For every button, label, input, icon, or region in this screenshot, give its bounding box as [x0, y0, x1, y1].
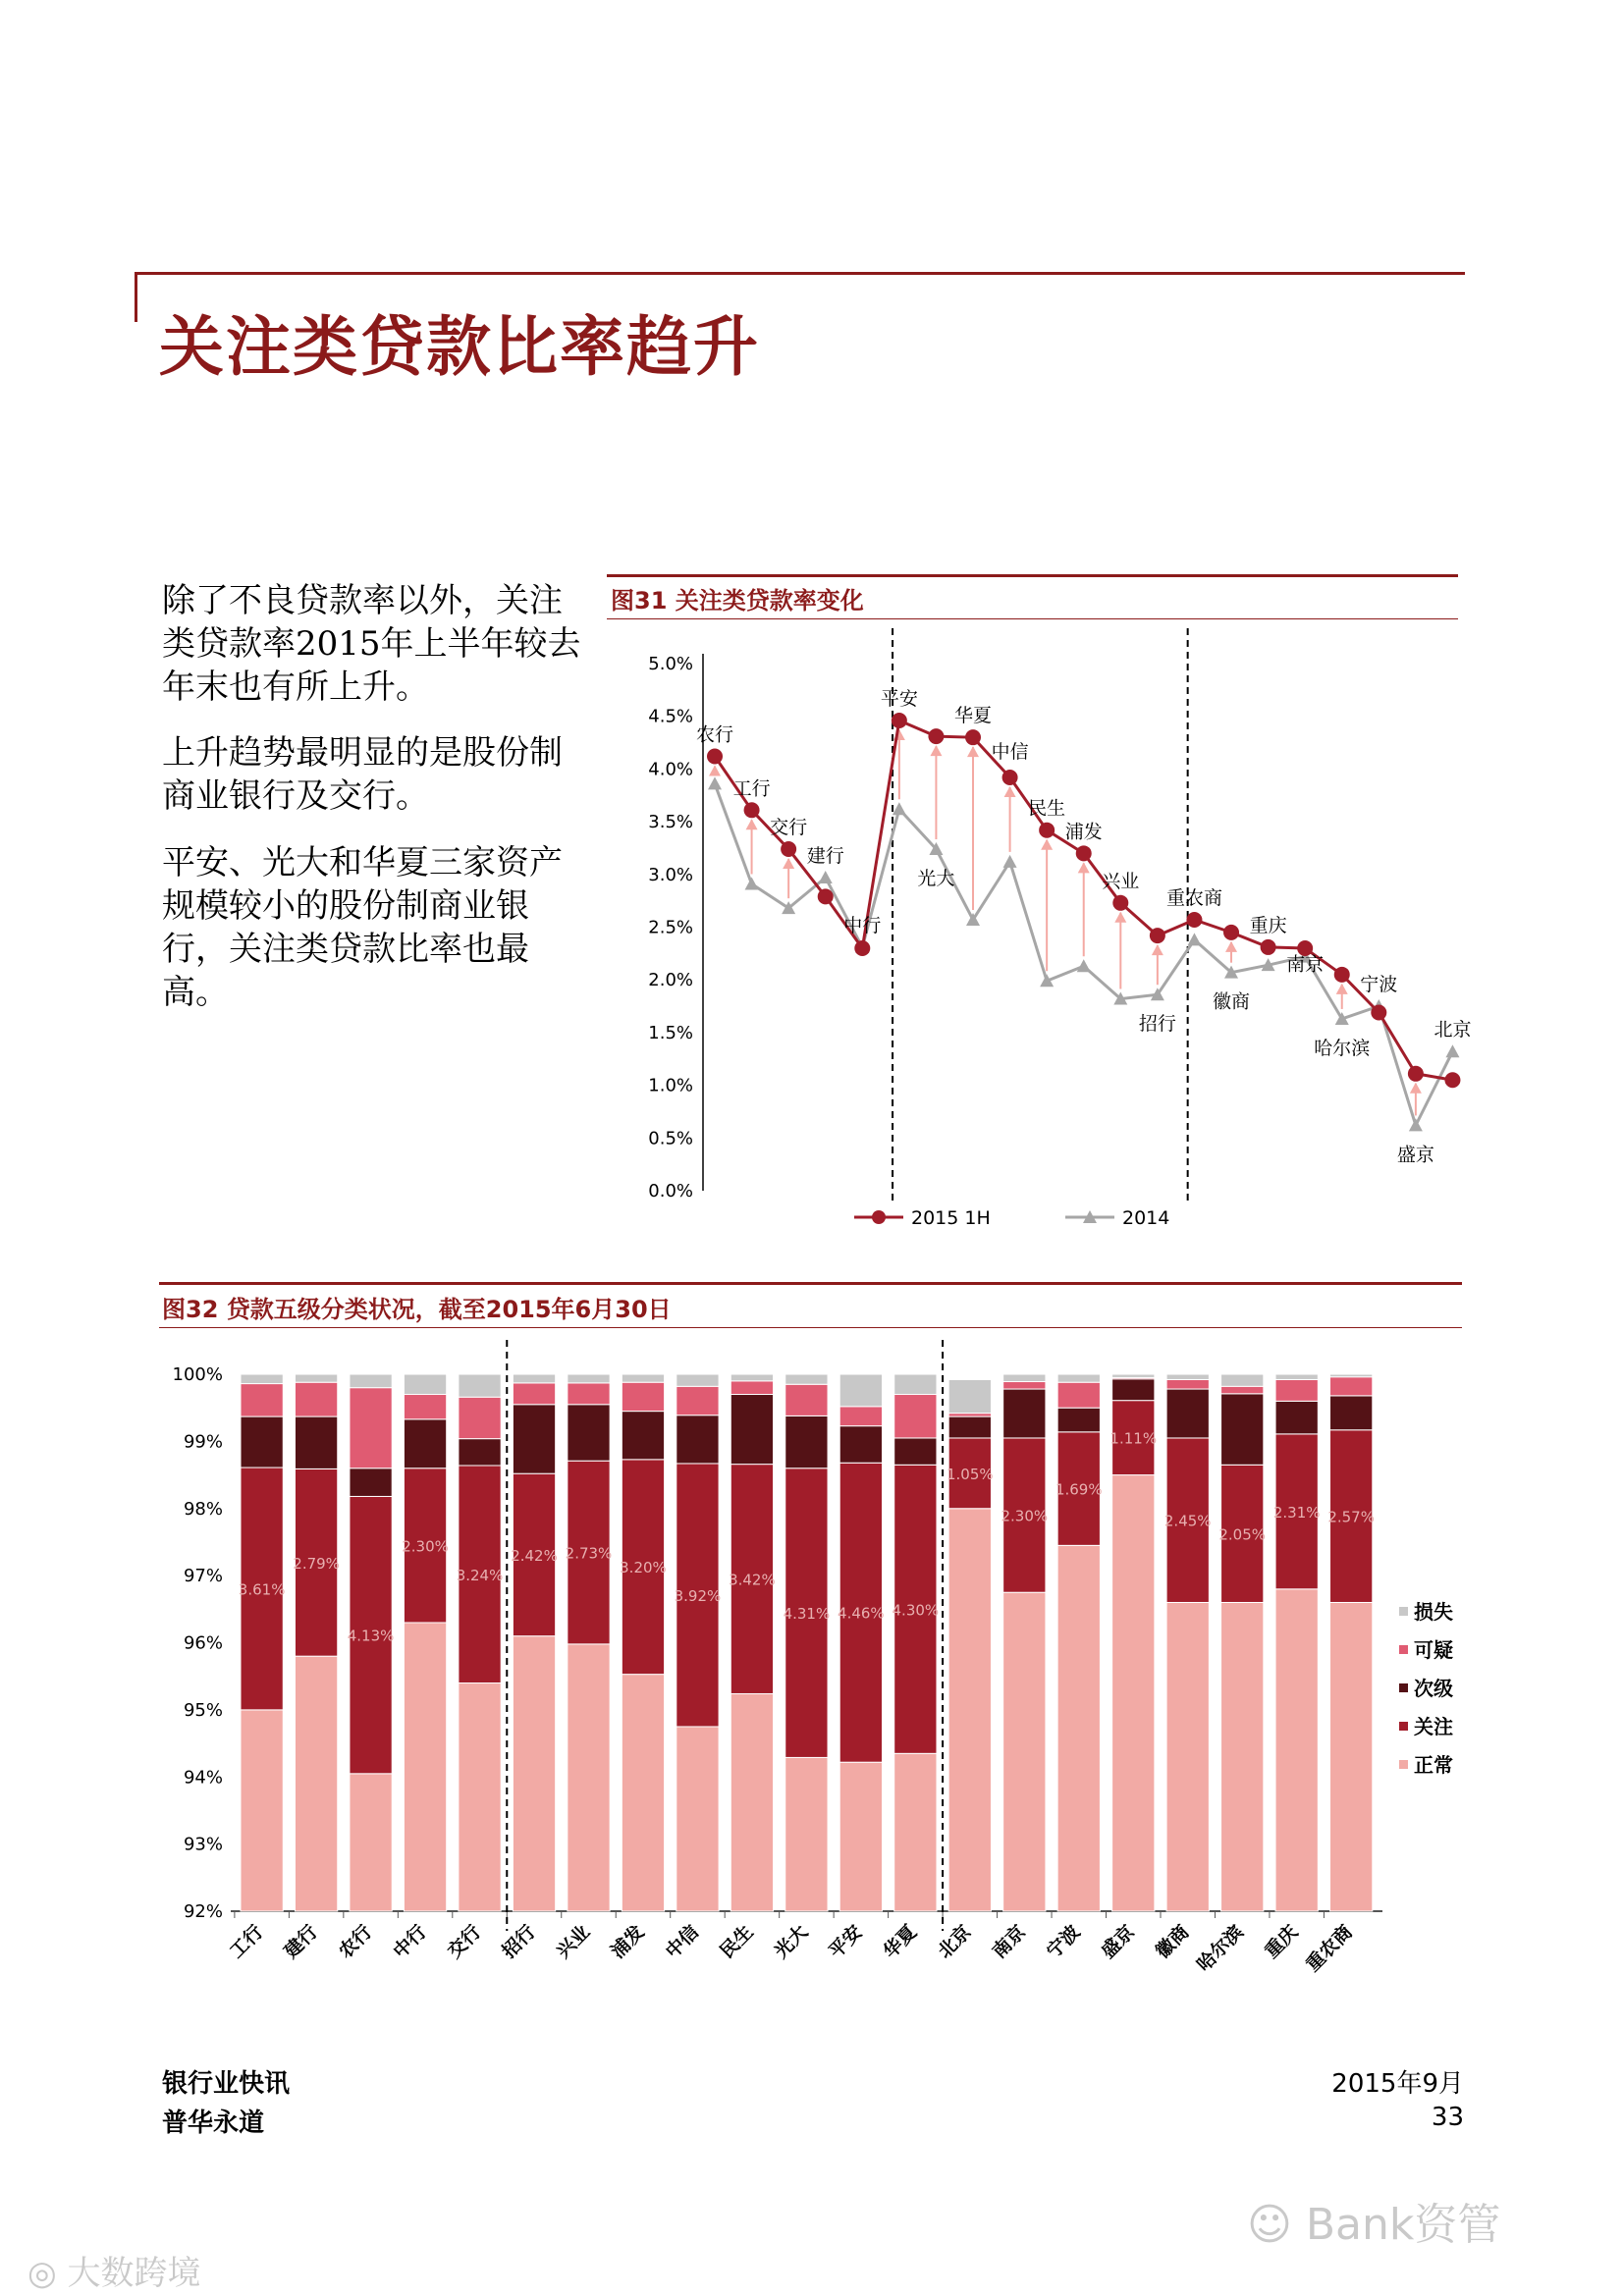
data-label: 2.57% [1327, 1508, 1375, 1526]
bar-segment-可疑 [295, 1382, 337, 1416]
category-label: 中信 [661, 1920, 704, 1963]
change-arrowhead [1004, 786, 1016, 797]
change-arrowhead [1152, 944, 1163, 955]
series-2015-point [1039, 823, 1055, 838]
bar-segment-正常 [1112, 1475, 1155, 1911]
legend-label-关注: 关注 [1414, 1715, 1453, 1738]
y-tick-label: 0.5% [648, 1128, 693, 1149]
legend-label-可疑: 可疑 [1414, 1638, 1453, 1662]
bar-segment-正常 [241, 1710, 283, 1911]
series-2014-point [1409, 1118, 1423, 1131]
series-2014-point [819, 871, 833, 883]
fig31-top-rule [607, 574, 1458, 577]
category-label: 重农商 [1301, 1920, 1357, 1976]
footer-date: 2015年9月 [1331, 2069, 1464, 2099]
data-label: 3.24% [456, 1566, 504, 1584]
bar-segment-损失 [1003, 1374, 1046, 1382]
category-label: 农行 [695, 723, 734, 746]
bar-segment-正常 [1330, 1602, 1373, 1911]
data-label: 4.30% [892, 1601, 940, 1620]
bar-segment-正常 [513, 1636, 555, 1911]
bar-segment-正常 [730, 1693, 773, 1911]
bar-segment-可疑 [676, 1386, 719, 1415]
series-2015-point [781, 841, 796, 857]
bar-segment-可疑 [568, 1383, 610, 1405]
bar-segment-损失 [1112, 1374, 1155, 1377]
bar-segment-次级 [894, 1438, 937, 1465]
category-label: 南京 [988, 1920, 1031, 1963]
legend-marker-次级 [1399, 1683, 1408, 1692]
bar-segment-次级 [948, 1416, 991, 1438]
watermark-right [1247, 2189, 1500, 2252]
category-label: 哈尔滨 [1314, 1037, 1371, 1059]
data-label: 2.42% [511, 1546, 558, 1565]
legend-marker-正常 [1399, 1760, 1408, 1769]
legend-2014-label: 2014 [1122, 1207, 1170, 1229]
bar-segment-次级 [1003, 1389, 1046, 1438]
data-label: 2.30% [1001, 1507, 1049, 1525]
bar-segment-可疑 [1057, 1382, 1100, 1408]
legend-2015-label: 2015 1H [911, 1207, 991, 1229]
legend-label-损失: 损失 [1414, 1600, 1453, 1624]
page-title: 关注类贷款比率趋升 [159, 309, 760, 385]
bar-segment-次级 [1166, 1389, 1209, 1438]
data-label: 2.30% [402, 1537, 449, 1556]
series-2015-point [744, 802, 760, 818]
series-2015-point [1444, 1072, 1460, 1088]
data-label: 1.11% [1109, 1429, 1158, 1448]
bar-segment-损失 [1330, 1374, 1373, 1377]
y-tick-label: 94% [183, 1767, 223, 1789]
fig32-bottom-rule [159, 1327, 1462, 1328]
bar-segment-次级 [295, 1416, 337, 1468]
category-label: 华夏 [879, 1920, 922, 1963]
y-tick-label: 2.0% [648, 970, 693, 991]
y-tick-label: 98% [183, 1498, 223, 1520]
bar-segment-可疑 [948, 1414, 991, 1416]
category-label: 华夏 [954, 705, 993, 727]
series-2015-point [1408, 1066, 1424, 1082]
data-label: 2.45% [1163, 1512, 1212, 1530]
category-label: 工行 [732, 777, 771, 800]
y-tick-label: 4.0% [648, 759, 693, 780]
bar-segment-正常 [1003, 1592, 1046, 1911]
bar-segment-损失 [1221, 1374, 1264, 1386]
y-tick-label: 92% [183, 1901, 223, 1922]
bar-segment-损失 [1275, 1374, 1318, 1379]
fig31-title: 图31 关注类贷款率变化 [611, 587, 864, 614]
bar-segment-次级 [241, 1416, 283, 1468]
y-tick-label: 1.0% [648, 1075, 693, 1096]
y-tick-label: 99% [183, 1431, 223, 1453]
series-2015-point [707, 749, 723, 765]
data-label: 4.46% [838, 1604, 885, 1623]
bar-segment-可疑 [350, 1388, 392, 1468]
bar-segment-损失 [295, 1374, 337, 1382]
category-label: 南京 [1286, 953, 1325, 976]
change-arrowhead [783, 858, 794, 869]
data-label: 4.31% [783, 1605, 831, 1624]
bar-segment-损失 [730, 1374, 773, 1381]
change-arrowhead [967, 746, 979, 757]
bar-segment-可疑 [1275, 1379, 1318, 1401]
series-2015-point [818, 888, 834, 904]
category-label: 盛京 [1097, 1920, 1139, 1963]
series-2015-point [1186, 912, 1202, 928]
bar-segment-损失 [568, 1374, 610, 1383]
series-2015-point [1371, 1004, 1386, 1020]
y-tick-label: 1.5% [648, 1022, 693, 1043]
category-label: 民生 [716, 1920, 758, 1963]
y-tick-label: 0.0% [648, 1181, 693, 1201]
category-label: 北京 [1434, 1019, 1472, 1041]
bar-segment-正常 [785, 1757, 828, 1911]
category-label: 中行 [843, 914, 882, 936]
bar-segment-损失 [459, 1374, 501, 1397]
bar-segment-次级 [622, 1412, 664, 1460]
category-label: 徽商 [1213, 990, 1251, 1013]
category-label: 工行 [225, 1920, 268, 1963]
bar-segment-正常 [295, 1656, 337, 1911]
category-label: 兴业 [1102, 870, 1140, 892]
watermark-right-text: Bank资管 [1305, 2200, 1501, 2250]
category-label: 平安 [825, 1920, 867, 1963]
bar-segment-次级 [1112, 1379, 1155, 1401]
data-label: 3.61% [238, 1580, 286, 1599]
category-label: 浦发 [607, 1920, 649, 1963]
bar-segment-可疑 [404, 1395, 446, 1419]
fig31-line-chart [589, 628, 1473, 1237]
change-arrowhead [1114, 912, 1126, 923]
bar-segment-正常 [948, 1509, 991, 1911]
category-label: 建行 [806, 845, 844, 868]
category-label: 盛京 [1396, 1144, 1434, 1166]
category-label: 宁波 [1043, 1920, 1085, 1963]
bar-segment-次级 [404, 1419, 446, 1468]
series-2014-point [1003, 855, 1017, 868]
y-tick-label: 2.5% [648, 917, 693, 938]
y-tick-label: 3.0% [648, 864, 693, 885]
paragraph-3: 平安、光大和华夏三家资产规模较小的股份制商业银行，关注类贷款比率也最高。 [162, 843, 563, 1012]
wechat-icon: ☺ [1247, 2200, 1292, 2250]
bar-segment-可疑 [785, 1384, 828, 1415]
series-2015-point [892, 713, 907, 728]
category-label: 民生 [1028, 797, 1066, 820]
bar-segment-次级 [1330, 1396, 1373, 1430]
y-tick-label: 97% [183, 1566, 223, 1587]
series-2015-point [928, 728, 944, 744]
category-label: 徽商 [1151, 1920, 1194, 1963]
series-2014-point [1187, 933, 1201, 945]
bar-segment-正常 [1221, 1602, 1264, 1911]
data-label: 2.73% [565, 1544, 613, 1563]
category-label: 建行 [280, 1920, 322, 1963]
fig31-bottom-rule [607, 618, 1458, 619]
legend-2015-marker [872, 1210, 886, 1224]
series-2014-point [708, 776, 722, 789]
category-label: 交行 [443, 1920, 486, 1963]
bar-segment-正常 [1275, 1589, 1318, 1911]
bar-segment-正常 [894, 1753, 937, 1911]
category-label: 光大 [917, 868, 955, 890]
bar-segment-次级 [785, 1415, 828, 1468]
category-label: 浦发 [1064, 821, 1103, 843]
bar-segment-次级 [730, 1395, 773, 1465]
bar-segment-可疑 [1003, 1382, 1046, 1390]
change-arrowhead [1225, 941, 1237, 952]
bar-segment-正常 [622, 1675, 664, 1911]
change-arrowhead [1041, 839, 1053, 850]
bar-segment-可疑 [459, 1397, 501, 1438]
data-label: 3.20% [620, 1559, 667, 1577]
category-label: 重庆 [1260, 1920, 1303, 1963]
series-2014-point [1077, 959, 1091, 972]
paragraph-1: 除了不良贷款率以外，关注类贷款率2015年上半年较去年末也有所上升。 [162, 581, 581, 707]
watermark-left-text: 大数跨境 [67, 2254, 201, 2293]
legend-label-次级: 次级 [1414, 1677, 1453, 1700]
category-label: 光大 [770, 1920, 813, 1963]
footer-page-number: 33 [1431, 2103, 1464, 2132]
category-label: 交行 [770, 817, 808, 839]
data-label: 1.05% [946, 1465, 994, 1483]
bar-segment-可疑 [1330, 1377, 1373, 1396]
bar-segment-次级 [1275, 1401, 1318, 1434]
watermark-left-icon: ◎ [27, 2254, 57, 2293]
data-label: 2.31% [1272, 1503, 1321, 1522]
category-label: 中信 [991, 740, 1029, 763]
bar-segment-正常 [404, 1623, 446, 1911]
bar-segment-次级 [1221, 1394, 1264, 1465]
bar-segment-损失 [350, 1374, 392, 1388]
bar-segment-可疑 [730, 1381, 773, 1395]
bar-segment-可疑 [894, 1395, 937, 1438]
bar-segment-可疑 [241, 1384, 283, 1417]
series-2015-point [1223, 925, 1239, 940]
y-tick-label: 93% [183, 1834, 223, 1855]
series-2015-point [1112, 895, 1128, 911]
bar-segment-正常 [676, 1727, 719, 1911]
watermark-left [27, 2246, 200, 2294]
data-label: 3.92% [674, 1586, 722, 1605]
category-label: 重庆 [1249, 914, 1287, 936]
y-tick-label: 95% [183, 1699, 223, 1721]
y-tick-label: 3.5% [648, 812, 693, 833]
bar-segment-次级 [513, 1405, 555, 1473]
series-2015-point [854, 940, 870, 956]
fig32-top-rule [159, 1282, 1462, 1285]
bar-segment-可疑 [1166, 1379, 1209, 1389]
change-arrowhead [1336, 984, 1348, 994]
bar-segment-损失 [785, 1374, 828, 1384]
bar-segment-正常 [1166, 1602, 1209, 1911]
bar-segment-损失 [894, 1374, 937, 1395]
legend-marker-关注 [1399, 1722, 1408, 1731]
bar-segment-损失 [839, 1374, 882, 1407]
category-label: 哈尔滨 [1193, 1920, 1248, 1976]
bar-segment-次级 [1057, 1408, 1100, 1432]
bar-segment-损失 [404, 1374, 446, 1395]
bar-segment-正常 [839, 1762, 882, 1911]
y-tick-label: 4.5% [648, 706, 693, 727]
category-label: 招行 [1138, 1013, 1176, 1036]
bar-segment-损失 [676, 1374, 719, 1386]
bar-segment-次级 [459, 1439, 501, 1466]
paragraph-2: 上升趋势最明显的是股份制商业银行及交行。 [162, 733, 563, 816]
data-label: 4.13% [347, 1627, 395, 1645]
series-2015-point [1076, 845, 1092, 861]
bar-segment-次级 [839, 1426, 882, 1464]
series-2015-point [1150, 928, 1165, 943]
bar-segment-损失 [1166, 1374, 1209, 1379]
data-label: 2.05% [1218, 1525, 1267, 1544]
legend-marker-损失 [1399, 1607, 1408, 1616]
legend-marker-可疑 [1399, 1645, 1408, 1654]
bar-segment-次级 [568, 1405, 610, 1461]
bar-segment-次级 [676, 1415, 719, 1464]
category-label: 农行 [334, 1920, 377, 1963]
fig32-title: 图32 贷款五级分类状况，截至2015年6月30日 [162, 1296, 672, 1323]
y-tick-label: 96% [183, 1632, 223, 1654]
bar-segment-损失 [241, 1374, 283, 1384]
change-arrowhead [1078, 862, 1090, 873]
footer-company: 普华永道 [162, 2109, 265, 2138]
bar-segment-可疑 [513, 1383, 555, 1405]
change-arrowhead [930, 745, 942, 756]
y-tick-label: 100% [172, 1364, 223, 1385]
series-2015-point [965, 729, 981, 745]
bar-segment-损失 [622, 1374, 664, 1382]
bar-segment-正常 [459, 1683, 501, 1911]
data-label: 1.69% [1055, 1480, 1103, 1499]
bar-segment-损失 [513, 1374, 555, 1383]
data-label: 2.79% [293, 1554, 340, 1573]
category-label: 宁波 [1360, 974, 1398, 996]
series-2015-point [1334, 967, 1350, 983]
bar-segment-损失 [948, 1379, 991, 1413]
category-label: 招行 [498, 1920, 540, 1963]
bar-segment-可疑 [1221, 1386, 1264, 1394]
category-label: 北京 [934, 1920, 976, 1963]
series-2014-point [1445, 1044, 1459, 1057]
series-2015-point [1261, 939, 1276, 955]
category-label: 兴业 [552, 1920, 595, 1963]
fig32-stacked-bar-chart [147, 1340, 1463, 1988]
y-tick-label: 5.0% [648, 654, 693, 674]
series-2014-point [745, 877, 759, 889]
footer-publication: 银行业快讯 [162, 2069, 291, 2099]
bar-segment-损失 [1057, 1374, 1100, 1382]
bar-segment-正常 [568, 1644, 610, 1911]
change-arrowhead [709, 766, 721, 776]
data-label: 3.42% [729, 1571, 776, 1589]
category-label: 中行 [389, 1920, 431, 1963]
bar-segment-可疑 [622, 1382, 664, 1411]
legend-label-正常: 正常 [1414, 1753, 1453, 1777]
bar-segment-正常 [350, 1774, 392, 1911]
bar-segment-正常 [1057, 1545, 1100, 1911]
category-label: 平安 [880, 687, 918, 710]
series-2014-point [893, 802, 906, 815]
category-label: 重农商 [1165, 886, 1222, 909]
change-arrowhead [746, 819, 758, 829]
change-arrowhead [1410, 1083, 1422, 1094]
series-2015-point [1002, 770, 1018, 785]
bar-segment-次级 [350, 1468, 392, 1497]
bar-segment-可疑 [839, 1407, 882, 1426]
